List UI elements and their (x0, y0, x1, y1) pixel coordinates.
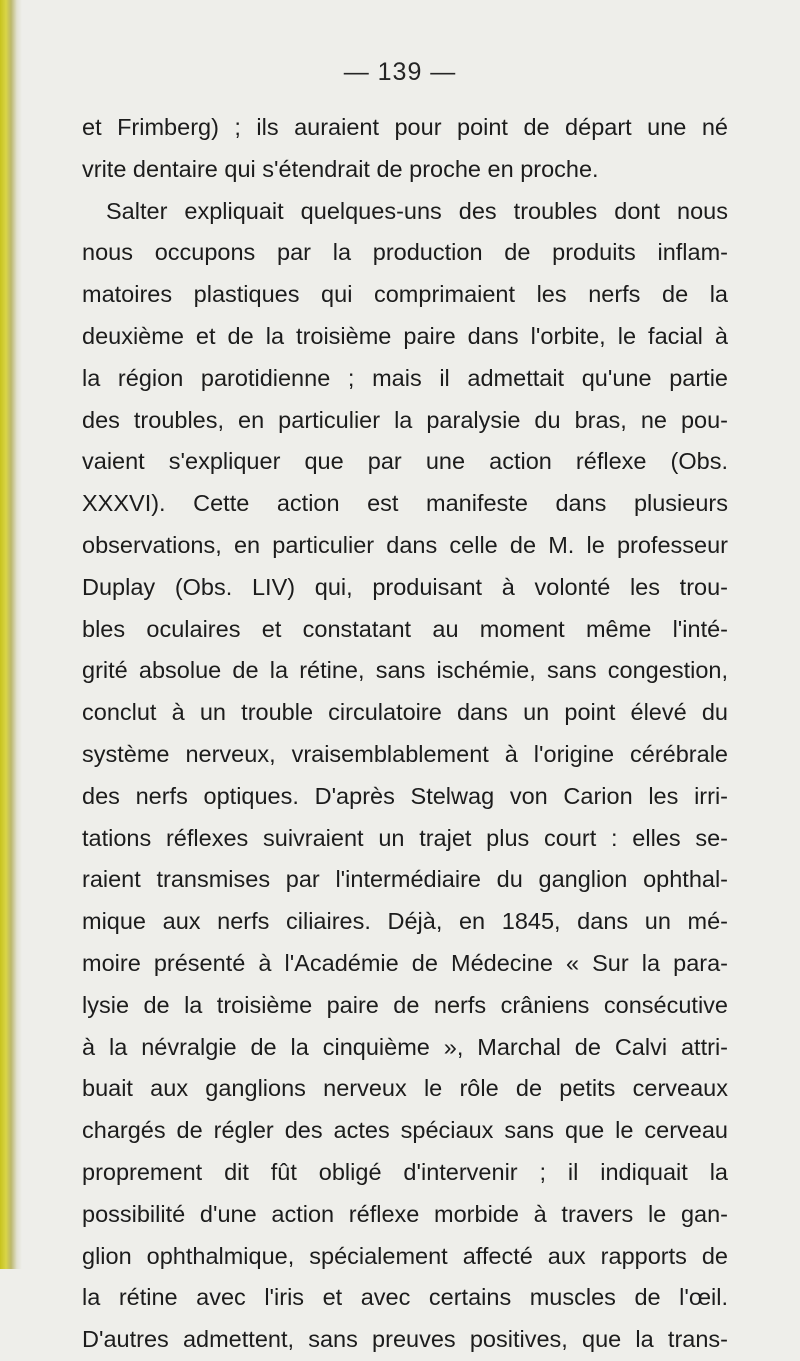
text-line: moire présenté à l'Académie de Médecine « Sur la para- (82, 949, 728, 976)
text-line: la région parotidienne ; mais il admettait qu'une partie (82, 364, 728, 391)
text-line: mique aux nerfs ciliaires. Déjà, en 1845, dans un mé- (82, 908, 728, 935)
text-line: glion ophthalmique, spécialement affecté aux rapports de (82, 1242, 728, 1269)
text-line: la rétine avec l'iris et avec certains muscles de l'œil. (82, 1284, 728, 1311)
text-line: proprement dit fût obligé d'intervenir ; il indiquait la (82, 1158, 728, 1185)
text-line: à la névralgie de la cinquième », Marchal de Calvi attri- (82, 1033, 728, 1060)
text-line: conclut à un trouble circulatoire dans un point élevé du (82, 699, 728, 726)
body-text (82, 107, 728, 1361)
text-line: deuxième et de la troisième paire dans l'orbite, le facial à (82, 322, 728, 349)
text-line: observations, en particulier dans celle de M. le professeur (82, 531, 728, 558)
text-line: buait aux ganglions nerveux le rôle de petits cerveaux (82, 1075, 728, 1102)
page-number: — 139 — (343, 58, 457, 86)
text-line: possibilité d'une action réflexe morbide à travers le gan- (82, 1200, 728, 1227)
text-line: vrite dentaire qui s'étendrait de proche en proche. (82, 155, 599, 182)
page-binding-edge (0, 0, 22, 1269)
text-line: bles oculaires et constatant au moment même l'inté- (82, 615, 728, 642)
text-line: nous occupons par la production de produits inflam- (82, 239, 728, 266)
text-line: raient transmises par l'intermédiaire du ganglion ophthal- (82, 866, 728, 893)
text-line: système nerveux, vraisemblablement à l'origine cérébrale (82, 740, 728, 767)
text-line: D'autres admettent, sans preuves positives, que la trans- (82, 1326, 728, 1353)
text-line: vaient s'expliquer que par une action réflexe (Obs. (82, 448, 728, 475)
text-line: grité absolue de la rétine, sans ischémie, sans congestion, (82, 657, 728, 684)
text-line: Duplay (Obs. LIV) qui, produisant à volonté les trou- (82, 573, 728, 600)
text-line: matoires plastiques qui comprimaient les nerfs de la (82, 281, 728, 308)
text-line: tations réflexes suivraient un trajet plus court : elles se- (82, 824, 728, 851)
text-line: chargés de régler des actes spéciaux sans que le cerveau (82, 1117, 728, 1144)
text-line: et Frimberg) ; ils auraient pour point de départ une né (82, 114, 728, 140)
text-line: des troubles, en particulier la paralysie du bras, ne pou- (82, 406, 728, 433)
text-line: Salter expliquait quelques-uns des troubles dont nous (106, 197, 728, 224)
text-line: lysie de la troisième paire de nerfs crâniens consécutive (82, 991, 728, 1018)
text-line: XXXVI). Cette action est manifeste dans plusieurs (82, 490, 728, 517)
text-line: des nerfs optiques. D'après Stelwag von Carion les irri- (82, 782, 728, 809)
